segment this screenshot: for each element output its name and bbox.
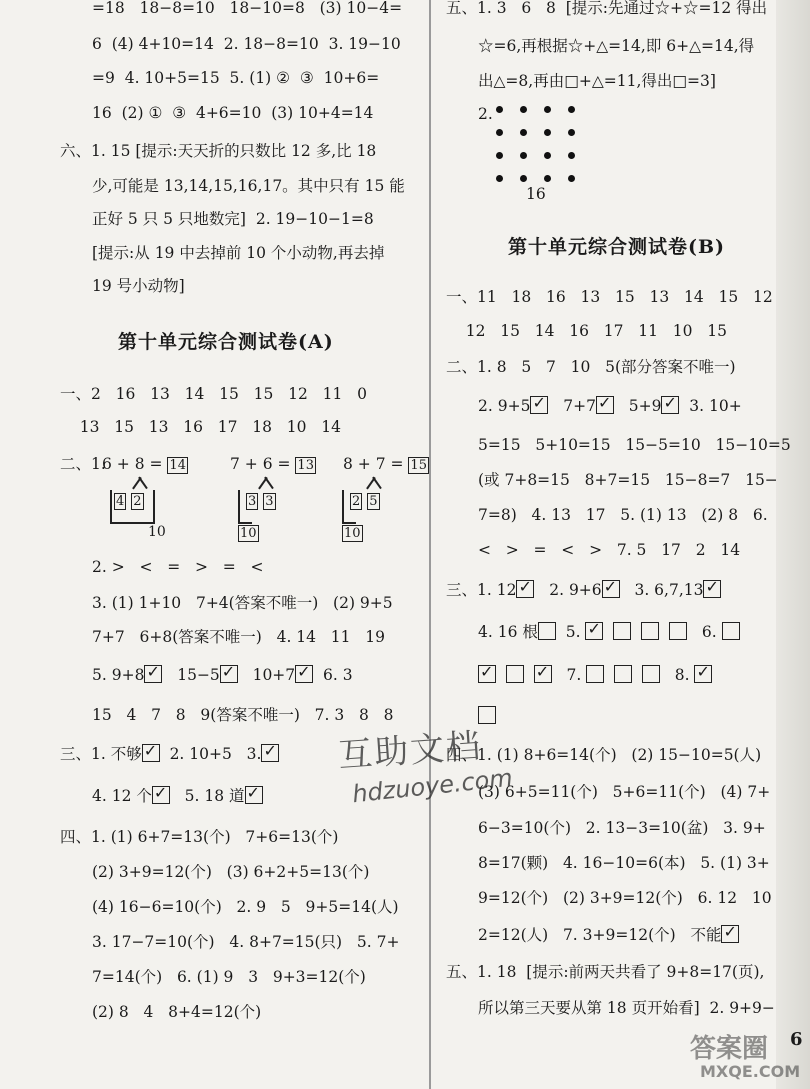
sum-label: [238, 522, 259, 542]
text-line: 6 (4) 4+10=14 2. 18−8=10 3. 19−10: [92, 35, 401, 53]
text-line: =9 4. 10+5=15 5. (1) ② ③ 10+6=: [92, 69, 380, 87]
dot: [544, 175, 551, 182]
tree-branch: [138, 477, 147, 489]
text-line: 正好 5 只 5 只地数完] 2. 19−10−1=8: [92, 210, 374, 228]
text: 3. 6,7,13: [619, 581, 704, 599]
check-box: [261, 744, 279, 762]
check-box: [585, 622, 603, 640]
equation-1: [102, 454, 188, 474]
text-line: 二、1.: [60, 455, 106, 473]
bracket-line: [153, 490, 155, 524]
text-line: 16 (2) ① ③ 4+6=10 (3) 10+4=14: [92, 104, 374, 122]
text: 7+7: [548, 397, 596, 415]
text-line: 7+7 6+8(答案不唯一) 4. 14 11 19: [92, 628, 386, 646]
text: 2=12(人) 7. 3+9=12(个) 不能: [478, 926, 722, 944]
text: 10+7: [237, 666, 296, 684]
part-box: 5: [369, 494, 378, 509]
text-line: [92, 786, 263, 806]
empty-box: [641, 622, 659, 640]
check-box: [721, 925, 739, 943]
check-box: [152, 786, 170, 804]
text-line: < > = < > 7. 5 17 2 14: [478, 541, 741, 559]
dot: [568, 106, 575, 113]
text-line: 所以第三天要从第 18 页开始看] 2. 9+9−: [478, 999, 775, 1017]
text: 2. 10+5 3.: [159, 745, 262, 763]
watermark-url: hdzuoye.com: [350, 763, 514, 809]
check-box: [295, 665, 313, 683]
text-line: 5=15 5+10=15 15−5=10 15−10=5: [478, 436, 791, 454]
text: 6. 3: [313, 666, 353, 684]
sum-label: 10: [148, 524, 166, 540]
text-line: ☆=6,再根据☆+△=14,即 6+△=14,得: [478, 37, 755, 55]
text: 2. 9+5: [478, 397, 531, 415]
dot: [520, 106, 527, 113]
dot-count-label: 16: [526, 185, 546, 203]
empty-box: [613, 622, 631, 640]
bracket-line: [342, 490, 344, 524]
dot: [568, 175, 575, 182]
dot: [496, 175, 503, 182]
text-line: 12 15 14 16 17 11 10 15: [446, 322, 727, 340]
check-box: [694, 665, 712, 683]
text-line: =18 18−8=10 18−10=8 (3) 10−4=: [92, 0, 403, 17]
equation-text: 8 + 7 =: [343, 455, 404, 473]
empty-box: [506, 665, 524, 683]
equation-2: [230, 454, 316, 474]
text-line: (4) 16−6=10(个) 2. 9 5 9+5=14(人): [92, 898, 399, 916]
text: 6.: [687, 623, 717, 641]
dot: [520, 152, 527, 159]
empty-box: [538, 622, 556, 640]
text-line: 少,可能是 13,14,15,16,17。其中只有 15 能: [92, 177, 405, 195]
check-box: [602, 580, 620, 598]
text: 4. 12 个: [92, 787, 152, 805]
section-title-a: 第十单元综合测试卷(A): [118, 331, 334, 353]
dot: [568, 129, 575, 136]
text-line: [提示:从 19 中去掉前 10 个小动物,再去掉: [92, 244, 385, 262]
text-line: 六、1. 15 [提示:天天折的只数比 12 多,比 18: [60, 142, 377, 160]
text-line: 四、1. (1) 6+7=13(个) 7+6=13(个): [60, 828, 339, 846]
check-box: [530, 396, 548, 414]
text-line: 15 4 7 8 9(答案不唯一) 7. 3 8 8: [92, 706, 394, 724]
text: 三、1. 不够: [60, 745, 142, 763]
text-line: 二、1. 8 5 7 10 5(部分答案不唯一): [446, 358, 736, 376]
text-line: [478, 706, 496, 726]
page-number: 6: [790, 1029, 803, 1050]
tree-parts: [246, 490, 276, 510]
part-box: 2: [352, 494, 361, 509]
text: 5.: [555, 623, 581, 641]
tree-branch: [264, 477, 273, 489]
bracket-line: [110, 490, 112, 524]
text-line: 7=14(个) 6. (1) 9 3 9+3=12(个): [92, 968, 366, 986]
dot: [496, 152, 503, 159]
part-box: 3: [248, 494, 257, 509]
answer-box: 15: [410, 458, 427, 473]
equation-text: 6 + 8 =: [102, 455, 163, 473]
text-line: (2) 8 4 8+4=12(个): [92, 1003, 262, 1021]
text-line: (3) 6+5=11(个) 5+6=11(个) (4) 7+: [478, 783, 771, 801]
part-box: 2: [133, 494, 142, 509]
answer-box: 13: [297, 458, 314, 473]
text-line: [478, 622, 740, 642]
empty-box: [478, 706, 496, 724]
section-title-b: 第十单元综合测试卷(B): [508, 236, 726, 258]
text: 5. 9+8: [92, 666, 145, 684]
check-box: [144, 665, 162, 683]
text-line: 一、11 18 16 13 15 13 14 15 12: [446, 288, 773, 306]
text-line: (2) 3+9=12(个) (3) 6+2+5=13(个): [92, 863, 370, 881]
check-box: [478, 665, 496, 683]
dot: [544, 106, 551, 113]
text-line: [446, 580, 721, 600]
dot: [568, 152, 575, 159]
part-box: 4: [116, 494, 125, 509]
check-box: [245, 786, 263, 804]
empty-box: [722, 622, 740, 640]
sum-label: [342, 522, 363, 542]
text: 三、1. 12: [446, 581, 517, 599]
text: 5+9: [613, 397, 662, 415]
dot: [544, 152, 551, 159]
text-line: 13 15 13 16 17 18 10 14: [60, 418, 341, 436]
text-line: [60, 744, 279, 764]
dot: [496, 129, 503, 136]
corner-watermark-url: MXQE.COM: [700, 1062, 801, 1081]
answer-box: 14: [169, 458, 186, 473]
text: 15−5: [162, 666, 220, 684]
text-line: 五、1. 18 [提示:前两天共看了 9+8=17(页),: [446, 963, 765, 981]
text: 7.: [551, 666, 582, 684]
next-page-edge: [776, 0, 810, 1089]
check-box: [220, 665, 238, 683]
dot: [520, 129, 527, 136]
watermark-logo: 互助文档: [337, 726, 484, 776]
text: 8.: [659, 666, 690, 684]
dot: [544, 129, 551, 136]
text: 2. 9+6: [534, 581, 602, 599]
bracket-line: [238, 490, 240, 524]
text: 4. 16 根: [478, 623, 538, 641]
empty-box: [586, 665, 604, 683]
empty-box: [642, 665, 660, 683]
text-line: 19 号小动物]: [92, 277, 185, 295]
check-box: [516, 580, 534, 598]
check-box: [703, 580, 721, 598]
text-line: [92, 665, 353, 685]
empty-box: [614, 665, 632, 683]
text-line: [478, 925, 739, 945]
tree-parts: [114, 490, 144, 510]
text-line: 7=8) 4. 13 17 5. (1) 13 (2) 8 6.: [478, 506, 768, 524]
text-line: 9=12(个) (2) 3+9=12(个) 6. 12 10: [478, 889, 772, 907]
tree-parts: [350, 490, 380, 510]
text-line: 五、1. 3 6 8 [提示:先通过☆+☆=12 得出: [446, 0, 768, 17]
corner-watermark: 答案圈: [690, 1034, 769, 1064]
check-box: [661, 396, 679, 414]
text-line: (或 7+8=15 8+7=15 15−8=7 15−: [478, 471, 778, 489]
part-box: 3: [265, 494, 274, 509]
text-line: 2. > < = > = <: [92, 558, 264, 576]
empty-box: [669, 622, 687, 640]
dot: [496, 106, 503, 113]
dot: [520, 175, 527, 182]
text-line: 四、1. (1) 8+6=14(个) (2) 15−10=5(人): [446, 746, 762, 764]
text-line: [478, 665, 712, 685]
text-line: 2.: [478, 105, 493, 123]
check-box: [534, 665, 552, 683]
text-line: [478, 396, 742, 416]
check-box: [596, 396, 614, 414]
sum-box: 10: [344, 526, 361, 541]
text-line: 3. (1) 1+10 7+4(答案不唯一) (2) 9+5: [92, 594, 393, 612]
equation-3: [343, 454, 429, 474]
sum-box: 10: [240, 526, 257, 541]
column-divider: [429, 0, 431, 1089]
equation-text: 7 + 6 =: [230, 455, 291, 473]
text-line: 出△=8,再由□+△=11,得出□=3]: [478, 72, 716, 90]
text-line: 一、2 16 13 14 15 15 12 11 0: [60, 385, 368, 403]
text: 5. 18 道: [169, 787, 245, 805]
text-line: 3. 17−7=10(个) 4. 8+7=15(只) 5. 7+: [92, 933, 400, 951]
text-line: 8=17(颗) 4. 16−10=6(本) 5. (1) 3+: [478, 854, 770, 872]
text: 3. 10+: [679, 397, 742, 415]
check-box: [142, 744, 160, 762]
text-line: 6−3=10(个) 2. 13−3=10(盆) 3. 9+: [478, 819, 766, 837]
tree-branch: [372, 477, 381, 489]
